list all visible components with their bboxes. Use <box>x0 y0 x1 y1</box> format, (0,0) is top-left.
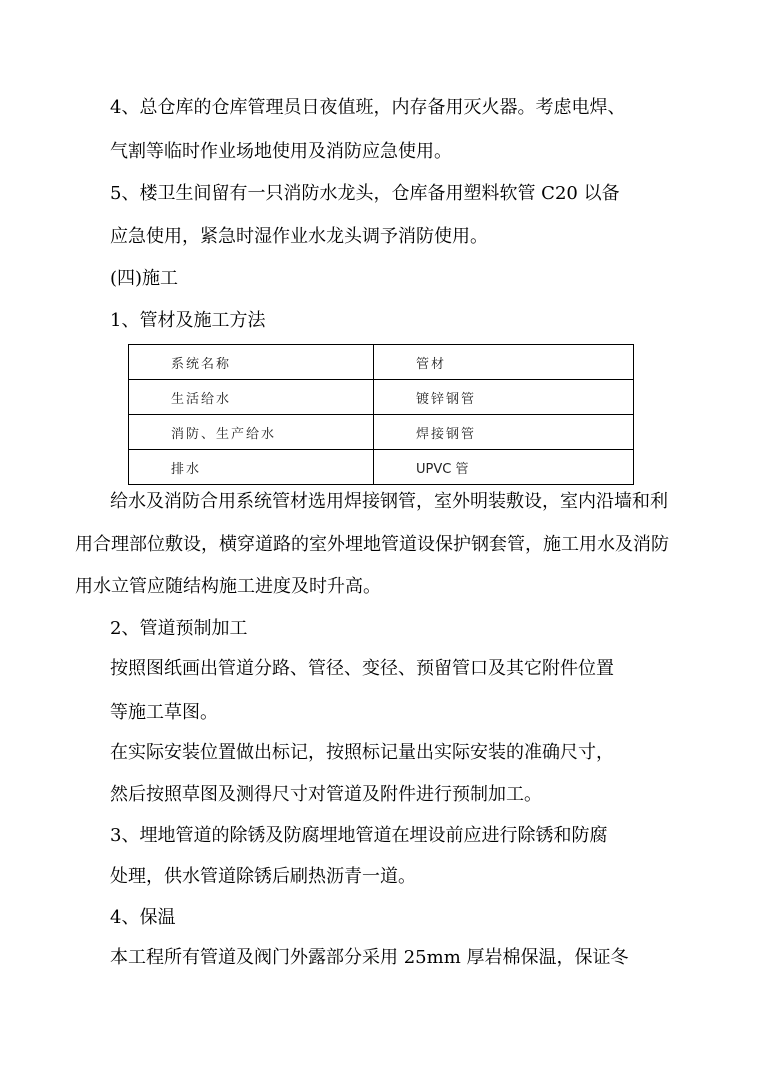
paragraph-line: 用水立管应随结构施工进度及时升高。 <box>75 576 381 597</box>
paragraph-line: 4、总仓库的仓库管理员日夜值班，内存备用灭火器。考虑电焊、 <box>110 97 626 118</box>
subsection-heading: 2、管道预制加工 <box>110 618 248 639</box>
table-row <box>129 345 634 380</box>
table-row <box>129 415 634 450</box>
table-row <box>129 450 634 485</box>
paragraph-line: 本工程所有管道及阀门外露部分采用 25mm 厚岩棉保温，保证冬 <box>110 947 629 968</box>
paragraph-line: 5、楼卫生间留有一只消防水龙头，仓库备用塑料软管 C20 以备 <box>110 183 620 204</box>
paragraph-line: 然后按照草图及测得尺寸对管道及附件进行预制加工。 <box>110 784 542 805</box>
paragraph-line: 在实际安装位置做出标记，按照标记量出实际安装的准确尺寸， <box>110 742 614 763</box>
table-cell: 生活给水 <box>129 380 374 415</box>
table-row <box>129 380 634 415</box>
table-cell: UPVC 管 <box>374 450 634 485</box>
subsection-heading: 4、保温 <box>110 907 176 928</box>
pipe-material-table <box>128 344 634 485</box>
paragraph-line: 给水及消防合用系统管材选用焊接钢管，室外明装敷设，室内沿墙和利 <box>110 491 668 512</box>
table-cell: 系统名称 <box>129 345 374 380</box>
paragraph-line: 应急使用，紧急时湿作业水龙头调予消防使用。 <box>110 226 488 247</box>
paragraph-line: 处理，供水管道除锈后刷热沥青一道。 <box>110 866 416 887</box>
table-cell: 焊接钢管 <box>374 415 634 450</box>
section-heading: (四)施工 <box>110 268 179 289</box>
paragraph-line: 3、埋地管道的除锈及防腐埋地管道在埋设前应进行除锈和防腐 <box>110 825 608 846</box>
table-cell: 管材 <box>374 345 634 380</box>
paragraph-line: 按照图纸画出管道分路、管径、变径、预留管口及其它附件位置 <box>110 658 614 679</box>
subsection-heading: 1、管材及施工方法 <box>110 310 266 331</box>
paragraph-line: 用合理部位敷设，横穿道路的室外埋地管道设保护钢套管，施工用水及消防 <box>75 534 669 555</box>
table-cell: 镀锌钢管 <box>374 380 634 415</box>
paragraph-line: 气割等临时作业场地使用及消防应急使用。 <box>110 141 452 162</box>
paragraph-line: 等施工草图。 <box>110 702 218 723</box>
table-cell: 排水 <box>129 450 374 485</box>
table-cell: 消防、生产给水 <box>129 415 374 450</box>
